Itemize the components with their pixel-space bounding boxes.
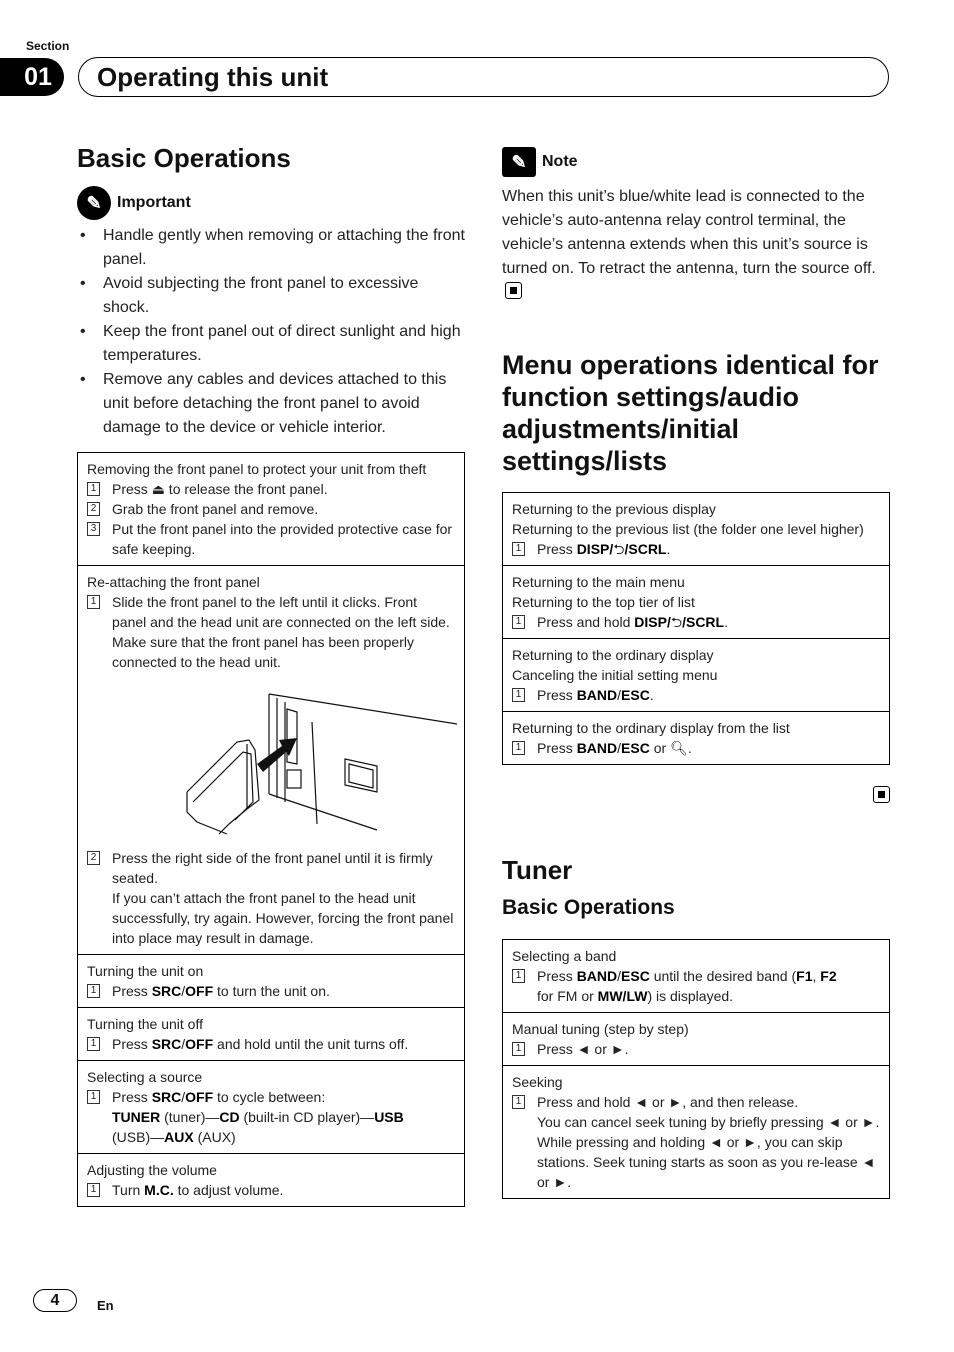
step-text: Press and hold: [537, 614, 635, 630]
src-key: SRC: [151, 1089, 182, 1105]
step-text: Press: [112, 983, 152, 999]
volume-cell: [78, 1153, 464, 1206]
esc-key: ESC: [621, 687, 650, 703]
section-label: Section: [26, 39, 70, 53]
return-from-list-cell: Returning to the ordinary display from the list 1 Press BAND/ESC or 🔍︎.: [503, 711, 889, 764]
back-arrow-icon: ⮌: [670, 614, 683, 630]
manual-tuning-cell: [503, 1012, 889, 1065]
step-text: Slide the front panel to the left until it clicks. Front panel and the head unit are connected on the left side. Make sure that the front panel has been properly connected to the head unit.: [112, 594, 450, 670]
important-label: Important: [117, 194, 191, 211]
step-number: 1: [87, 595, 100, 609]
band-f2: F2: [820, 968, 837, 984]
tuner-table: [502, 939, 890, 1199]
step-text: (tuner)—: [160, 1109, 220, 1125]
front-panel-illustration: [87, 674, 457, 844]
turn-on-title: Turning the unit on: [87, 963, 204, 979]
step-text: to cycle between:: [213, 1089, 326, 1105]
step-note: While pressing and holding ◄ or ►, you can skip stations. Seek tuning starts as soon as you re-lease ◄ or ►.: [537, 1134, 876, 1190]
turn-on-cell: Turning the unit on 1 Press SRC/OFF to turn the unit on.: [78, 954, 464, 1007]
note-label: Note: [542, 153, 578, 170]
end-mark-icon: [505, 282, 522, 299]
source-usb: USB: [374, 1109, 404, 1125]
language-code: En: [97, 1298, 114, 1313]
step-number: 1: [87, 1037, 100, 1051]
step-text: Press: [537, 968, 577, 984]
band-key: BAND: [576, 687, 618, 703]
step-text: (AUX): [193, 1129, 236, 1145]
page-number: 4: [33, 1289, 77, 1312]
note-paragraph: [502, 185, 890, 305]
step-number: 1: [512, 969, 525, 983]
turn-off-title: Turning the unit off: [87, 1016, 203, 1032]
left-column: [77, 142, 465, 174]
step-text: and hold until the unit turns off.: [213, 1036, 409, 1052]
source-tuner: TUNER: [112, 1109, 161, 1125]
step-text: (USB)—: [112, 1129, 165, 1145]
step-number: 1: [87, 984, 100, 998]
step-text: Press: [537, 740, 577, 756]
cell-title: Selecting a band: [512, 948, 617, 964]
note-icon: ✎: [502, 147, 536, 177]
turn-off-cell: Turning the unit off 1 Press SRC/OFF and hold until the unit turns off.: [78, 1007, 464, 1060]
scrl-key: SCRL: [628, 541, 667, 557]
cell-title: Returning to the ordinary display: [512, 647, 714, 663]
step-text: (built-in CD player)—: [239, 1109, 375, 1125]
tuner-heading: Tuner: [502, 855, 573, 885]
cell-title: Seeking: [512, 1074, 563, 1090]
note-notice: [502, 147, 890, 177]
step-number: 1: [512, 615, 525, 629]
tuner-sub-wrap: [502, 896, 890, 920]
band-key: BAND: [576, 740, 618, 756]
important-notice: [77, 186, 465, 220]
step-number: 2: [87, 502, 100, 516]
band-f1: F1: [796, 968, 813, 984]
mc-key: M.C.: [144, 1182, 174, 1198]
band-mwlw: MW/LW: [597, 988, 648, 1004]
step-note: If you can’t attach the front panel to the head unit successfully, try again. However, forcing the front panel into place may result in damage.: [112, 890, 454, 946]
off-key: OFF: [185, 1089, 214, 1105]
cell-title: Returning to the top tier of list: [512, 594, 695, 610]
step-number: 1: [512, 1095, 525, 1109]
scrl-key: SCRL: [685, 614, 725, 630]
cell-title: Returning to the previous list (the folder one level higher): [512, 521, 864, 537]
cell-title: Returning to the main menu: [512, 574, 685, 590]
reattach-panel-cell: [78, 565, 464, 954]
off-key: OFF: [185, 983, 214, 999]
step-text: Press and hold ◄ or ►, and then release.: [537, 1094, 799, 1110]
step-number: 1: [87, 1090, 100, 1104]
step-note: You can cancel seek tuning by briefly pressing ◄ or ►.: [537, 1114, 880, 1130]
step-text: Press: [537, 687, 577, 703]
cell-title: Canceling the initial setting menu: [512, 667, 718, 683]
menu-operations-table: [502, 492, 890, 765]
step-text: Press: [112, 1036, 152, 1052]
tuner-basic-operations-heading: Basic Operations: [502, 896, 675, 919]
tuner-heading-wrap: [502, 854, 890, 886]
cell-title: Returning to the ordinary display from the list: [512, 720, 790, 736]
cell-title: Returning to the previous display: [512, 501, 716, 517]
eject-icon: ⏏: [151, 481, 165, 497]
step-number: 1: [87, 482, 100, 496]
disp-key: DISP: [634, 614, 667, 630]
section-title-text: Operating this unit: [97, 61, 329, 92]
search-icon: 🔍︎: [670, 740, 688, 756]
section-title: [78, 57, 889, 97]
step-text: Turn: [112, 1182, 145, 1198]
esc-key: ESC: [621, 968, 650, 984]
src-key: SRC: [151, 1036, 182, 1052]
step-text: Put the front panel into the provided protective case for safe keeping.: [112, 521, 453, 557]
step-text: Press ◄ or ►.: [537, 1041, 629, 1057]
bullet-item: • Avoid subjecting the front panel to excessive shock.: [77, 272, 465, 320]
esc-key: ESC: [621, 740, 650, 756]
src-key: SRC: [151, 983, 182, 999]
remove-panel-title: Removing the front panel to protect your unit from theft: [87, 461, 427, 477]
select-band-cell: Selecting a band 1 Press BAND/ESC until the desired band (F1, F2 for FM or MW/LW) is displayed.: [503, 940, 889, 1012]
step-text: until the desired band (: [649, 968, 797, 984]
step-number: 1: [87, 1183, 100, 1197]
end-mark-icon: [873, 786, 890, 803]
step-text: Press: [112, 481, 152, 497]
volume-title: Adjusting the volume: [87, 1162, 217, 1178]
important-bullets: [77, 224, 465, 440]
step-text: to turn the unit on.: [213, 983, 330, 999]
off-key: OFF: [185, 1036, 214, 1052]
return-ordinary-cell: Returning to the ordinary display Canceling the initial setting menu 1 Press BAND/ESC.: [503, 638, 889, 711]
step-text: Press: [112, 1089, 152, 1105]
step-number: 1: [512, 688, 525, 702]
bullet-item: • Remove any cables and devices attached to this unit before detaching the front panel to avoid damage to the device or vehicle interior.: [77, 368, 465, 440]
step-text: ) is displayed.: [647, 988, 734, 1004]
section-number-badge: 01: [0, 58, 64, 96]
menu-heading-wrap: [502, 349, 890, 477]
step-number: 1: [512, 741, 525, 755]
band-key: BAND: [576, 968, 618, 984]
step-number: 3: [87, 522, 100, 536]
disp-key: DISP: [576, 541, 610, 557]
bullet-item: • Keep the front panel out of direct sunlight and high temperatures.: [77, 320, 465, 368]
note-text: When this unit’s blue/white lead is connected to the vehicle’s auto-antenna relay control terminal, the vehicle’s antenna extends when this unit’s source is turned on. To retract the antenna, turn the source off.: [502, 188, 876, 277]
reattach-title: Re-attaching the front panel: [87, 574, 260, 590]
bullet-item: • Handle gently when removing or attaching the front panel.: [77, 224, 465, 272]
remove-panel-cell: [78, 453, 464, 565]
step-number: 1: [512, 542, 525, 556]
source-cd: CD: [219, 1109, 240, 1125]
seeking-cell: [503, 1065, 889, 1198]
basic-operations-table: [77, 452, 465, 1207]
step-text: or: [649, 740, 671, 756]
step-text: for FM or: [537, 988, 598, 1004]
basic-operations-heading: Basic Operations: [77, 143, 291, 173]
step-text: Press the right side of the front panel until it is firmly seated.: [112, 850, 433, 886]
step-number: 1: [512, 1042, 525, 1056]
cell-title: Manual tuning (step by step): [512, 1021, 689, 1037]
step-text: to adjust volume.: [173, 1182, 284, 1198]
source-aux: AUX: [164, 1129, 194, 1145]
select-source-cell: Selecting a source 1 Press SRC/OFF to cycle between: TUNER (tuner)—CD (built-in CD player)—USB (USB)—AUX (AUX): [78, 1060, 464, 1153]
return-previous-cell: Returning to the previous display Returning to the previous list (the folder one level higher) 1 Press DISP/⮌/SCRL.: [503, 493, 889, 565]
menu-operations-heading: Menu operations identical for function settings/audio adjustments/initial settings/lists: [502, 350, 879, 476]
back-arrow-icon: ⮌: [613, 541, 625, 557]
return-main-cell: Returning to the main menu Returning to the top tier of list 1 Press and hold DISP/⮌/SCRL.: [503, 565, 889, 638]
step-text: Grab the front panel and remove.: [112, 501, 319, 517]
step-number: 2: [87, 851, 100, 865]
step-text: Press: [537, 541, 577, 557]
menu-end-mark: [502, 786, 890, 806]
important-icon: ✎: [77, 186, 111, 220]
select-source-title: Selecting a source: [87, 1069, 203, 1085]
step-text: to release the front panel.: [164, 481, 328, 497]
